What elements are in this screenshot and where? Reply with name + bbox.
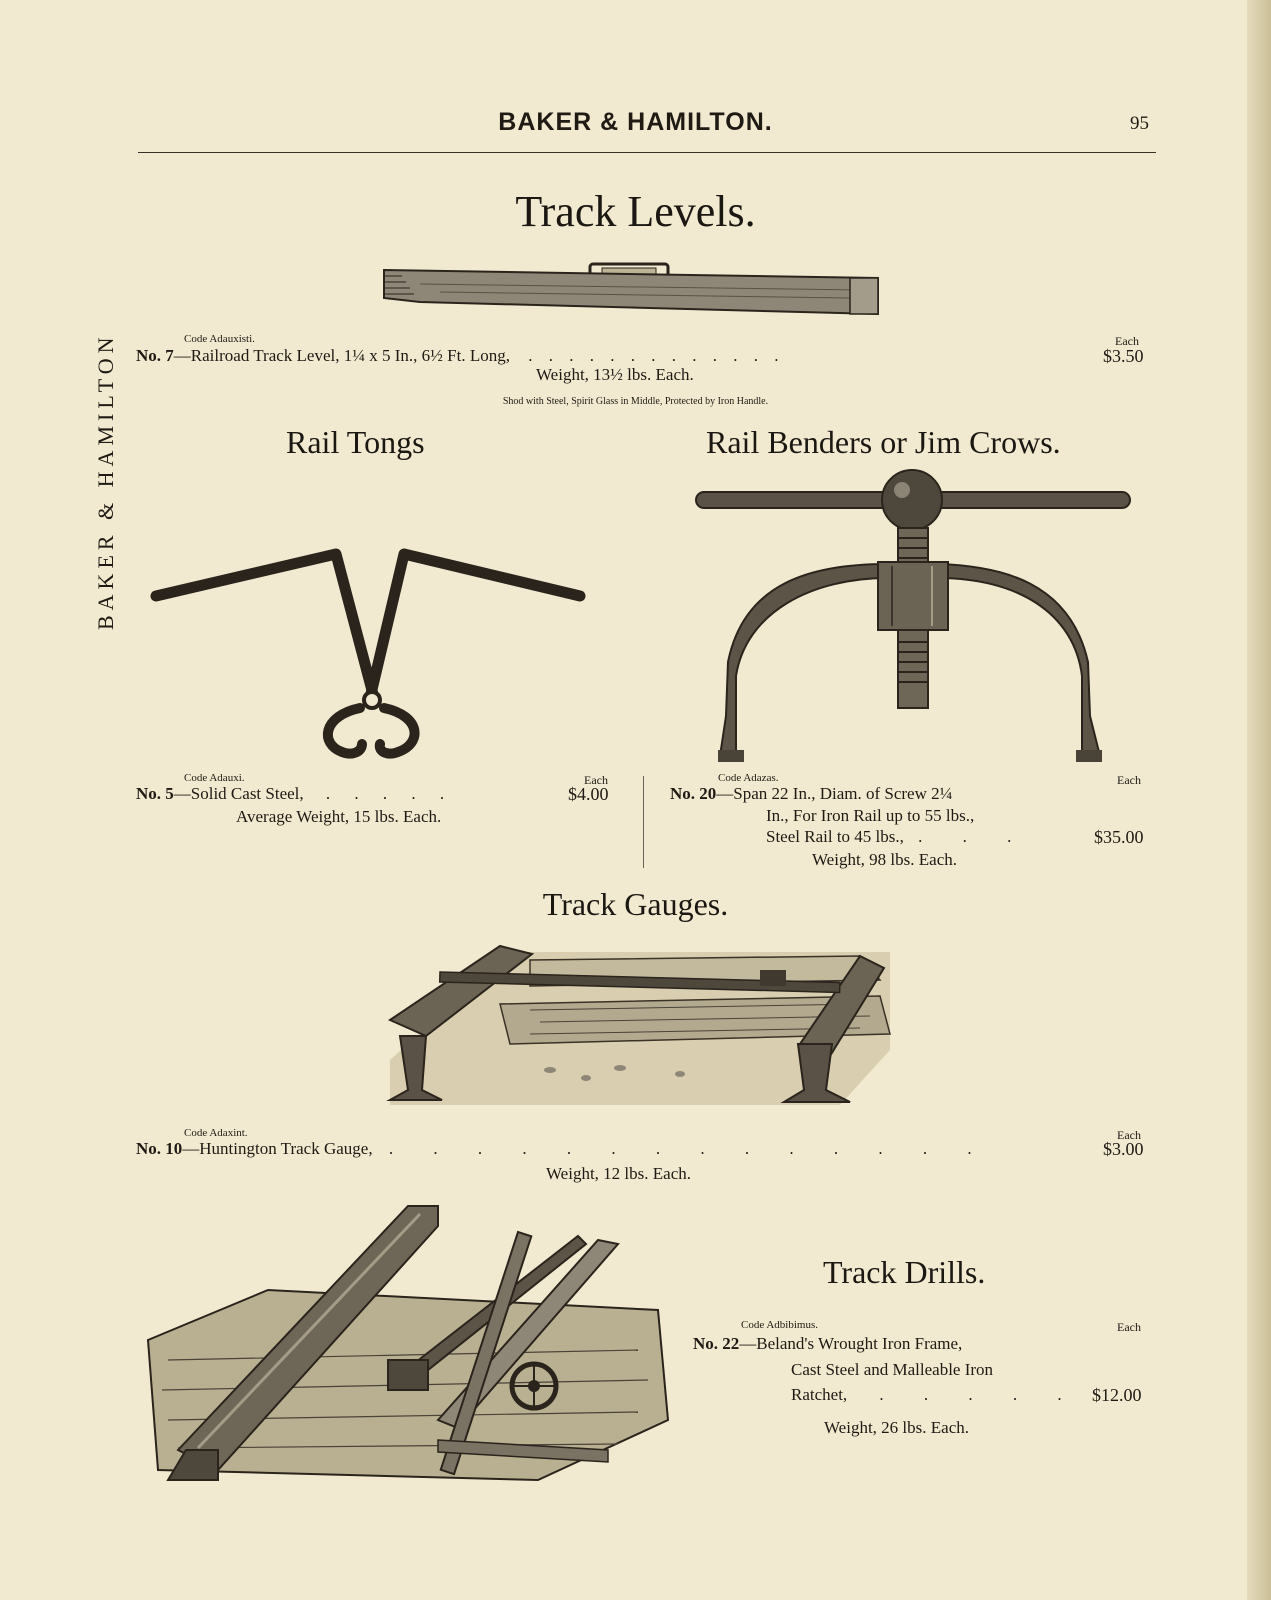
rail-bender-price: $35.00 [1094, 827, 1144, 847]
column-divider [643, 776, 644, 868]
track-level-price: $3.50 [1103, 346, 1144, 366]
rail-bender-description-1: —Span 22 In., Diam. of Screw 2¼ [716, 784, 953, 803]
track-drill-item-line-3 [791, 1385, 1080, 1405]
rail-tongs-weight: Average Weight, 15 lbs. Each. [236, 807, 442, 826]
track-level-weight: Weight, 13½ lbs. Each. [536, 365, 694, 384]
track-gauge-illustration [380, 940, 910, 1115]
track-level-note: Shod with Steel, Spirit Glass in Middle, Protected by Iron Handle. [502, 396, 769, 407]
rail-benders-heading: Rail Benders or Jim Crows. [706, 424, 1061, 460]
track-gauge-price: $3.00 [1103, 1139, 1144, 1159]
rail-tongs-heading: Rail Tongs [286, 424, 425, 460]
side-margin-label: BAKER & HAMILTON [93, 332, 118, 630]
track-level-illustration [380, 262, 900, 322]
track-drill-leader: . . . . . [879, 1385, 1080, 1404]
rail-tongs-code: Code Adauxi. [184, 772, 245, 784]
rail-bender-illustration [692, 466, 1132, 766]
track-gauge-description: —Huntington Track Gauge, [182, 1139, 373, 1158]
track-level-code: Code Adauxisti. [184, 333, 255, 345]
track-drill-description-1: —Beland's Wrought Iron Frame, [739, 1334, 963, 1353]
header-rule [138, 152, 1156, 153]
rail-tongs-price: $4.00 [568, 784, 609, 804]
track-drill-description-2: Cast Steel and Malleable Iron [791, 1360, 994, 1379]
track-drill-weight: Weight, 26 lbs. Each. [824, 1418, 969, 1437]
track-drill-illustration [138, 1200, 678, 1490]
page-edge [1247, 0, 1271, 1600]
rail-bender-weight: Weight, 98 lbs. Each. [812, 850, 957, 869]
track-level-item-line [136, 346, 784, 366]
track-drill-price: $12.00 [1092, 1385, 1142, 1405]
track-drill-item-line-1 [693, 1334, 962, 1354]
track-level-each-label: Each [1115, 334, 1139, 348]
rail-bender-item-line-1 [670, 784, 952, 804]
page-number: 95 [1130, 113, 1149, 134]
track-drill-each-label: Each [1117, 1320, 1141, 1334]
rail-bender-leader: . . . [918, 827, 1030, 846]
rail-tongs-illustration [150, 548, 590, 763]
track-levels-heading: Track Levels. [515, 187, 756, 236]
track-gauge-item-line [136, 1139, 990, 1159]
track-gauge-each-label: Each [1117, 1128, 1141, 1142]
header-title: BAKER & HAMILTON. [498, 108, 773, 136]
rail-bender-description-2: In., For Iron Rail up to 55 lbs., [766, 806, 975, 825]
rail-bender-number: No. 20 [670, 784, 717, 803]
track-gauge-weight: Weight, 12 lbs. Each. [546, 1164, 691, 1183]
track-drill-number: No. 22 [693, 1334, 740, 1353]
rail-tongs-item-line [136, 784, 454, 804]
track-drill-description-3: Ratchet, [791, 1385, 848, 1404]
track-drills-heading: Track Drills. [823, 1254, 986, 1290]
track-gauge-leader: . . . . . . . . . . . . . . [388, 1139, 990, 1158]
rail-bender-code: Code Adazas. [718, 772, 779, 784]
track-level-number: No. 7 [136, 346, 174, 365]
rail-bender-item-line-3 [766, 827, 1029, 847]
track-gauge-number: No. 10 [136, 1139, 183, 1158]
rail-tongs-number: No. 5 [136, 784, 174, 803]
rail-tongs-description: —Solid Cast Steel, [173, 784, 304, 803]
track-level-description: —Railroad Track Level, 1¼ x 5 In., 6½ Ft. Long, [173, 346, 510, 365]
rail-tongs-each-label: Each [584, 773, 608, 787]
rail-bender-each-label: Each [1117, 773, 1141, 787]
track-drill-code: Code Adbibimus. [741, 1319, 819, 1331]
rail-bender-description-3: Steel Rail to 45 lbs., [766, 827, 904, 846]
rail-tongs-leader: . . . . . [325, 784, 455, 803]
track-gauge-code: Code Adaxint. [184, 1127, 248, 1139]
track-level-leader: . . . . . . . . . . . . . [528, 346, 785, 365]
track-gauges-heading: Track Gauges. [542, 886, 729, 922]
